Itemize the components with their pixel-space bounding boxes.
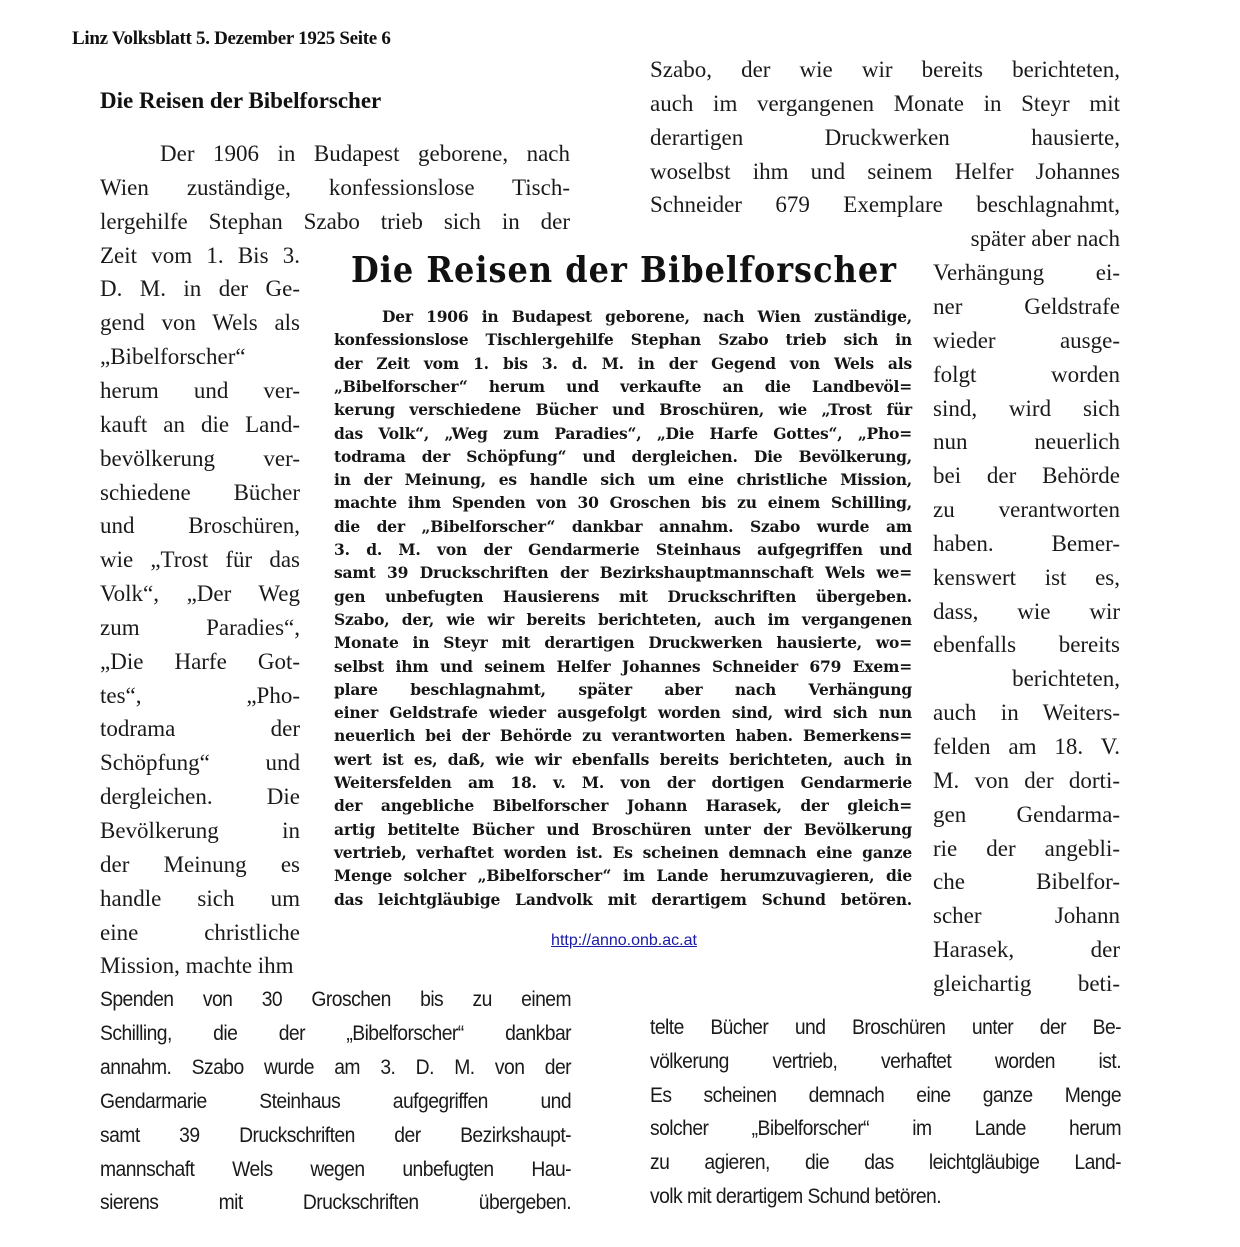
text-line: Schneider 679 Exemplare beschlagnahmt, (650, 192, 1120, 218)
text-line: Es scheinen demnach eine ganze Menge (650, 1083, 1122, 1107)
newspaper-scan-image (332, 243, 916, 933)
scan-line: das Volk“, „Weg zum Paradies“, „Die Harfe Gottes“, „Pho= (334, 423, 912, 443)
text-line: lergehilfe Stephan Szabo trieb sich in der (100, 208, 570, 234)
scan-line: einer Geldstrafe wieder ausgefolgt worden sind, wird sich nun (334, 703, 912, 723)
text-line: kauft an die Land- (100, 411, 300, 437)
scan-line: das leichtgläubige Landvolk mit derartigem Schund betören. (334, 889, 912, 909)
text-line: sind, wird sich (933, 395, 1120, 421)
text-line: annahm. Szabo wurde am 3. D. M. von der (100, 1055, 572, 1079)
text-line: Szabo, der wie wir bereits berichteten, (650, 57, 1120, 82)
source-link[interactable]: http://anno.onb.ac.at (551, 932, 697, 949)
text-line: auch in Weiters- (933, 700, 1120, 726)
text-line: ner Geldstrafe (933, 293, 1120, 319)
text-line: „Bibelforscher“ (100, 344, 246, 370)
text-line: Verhängung ei- (933, 260, 1120, 286)
text-line: gend von Wels als (100, 310, 300, 336)
article-title: Die Reisen der Bibelforscher (100, 88, 382, 113)
text-line: sierens mit Druckschriften übergeben. (100, 1191, 572, 1215)
text-line: woselbst ihm und seinem Helfer Johannes (650, 158, 1120, 184)
scan-title: Die Reisen der Bibelforscher (350, 249, 898, 291)
text-line: volk mit derartigem Schund betören. (650, 1185, 942, 1209)
scan-line: neuerlich bei der Behörde zu verantworten haben. Bemerkens= (334, 726, 912, 746)
scan-line: gen unbefugten Hausierens mit Druckschriften übergeben. (334, 586, 912, 606)
scan-line: 3. d. M. von der Gendarmerie Steinhaus aufgegriffen und (334, 540, 912, 559)
text-line: der Meinung es (100, 851, 300, 877)
text-line: Volk“, „Der Weg (100, 581, 300, 607)
scan-line: konfessionslose Tischlergehilfe Stephan Szabo trieb sich in (334, 330, 912, 350)
scan-line: Weitersfelden am 18. v. M. von der dortigen Gendarmerie (334, 773, 912, 792)
text-line: Gendarmarie Steinhaus aufgegriffen und (100, 1089, 572, 1113)
text-line: Wien zuständige, konfessionslose Tisch- (100, 174, 570, 200)
text-line: handle sich um (100, 885, 300, 911)
text-line: gen Gendarma- (933, 801, 1120, 827)
text-line: berichteten, (1012, 666, 1120, 692)
text-line: eine christliche (100, 919, 300, 945)
scan-line: artig betitelte Bücher und Broschüren unter der Bevölkerung (334, 819, 912, 839)
text-line: samt 39 Druckschriften der Bezirkshaupt- (100, 1123, 572, 1147)
text-line: haben. Bemer- (933, 530, 1120, 556)
text-line: kenswert ist es, (933, 564, 1120, 590)
text-line: folgt worden (933, 361, 1120, 387)
text-line: zu verantworten (933, 497, 1120, 523)
text-line: ebenfalls bereits (933, 632, 1120, 658)
scan-line: vertrieb, verhaftet worden ist. Es scheinen demnach eine ganze (334, 842, 912, 862)
scan-line: der Zeit vom 1. bis 3. d. M. in der Gegend von Wels als (334, 353, 912, 373)
text-line: später aber nach (970, 226, 1120, 252)
scan-line: die der „Bibelforscher“ dankbar annahm. Szabo wurde am (334, 516, 912, 536)
text-line: gleichartig beti- (933, 970, 1120, 996)
text-line: solcher „Bibelforscher“ im Lande herum (650, 1117, 1122, 1141)
scan-line: Szabo, der, wie wir bereits berichteten, auch im vergangenen (334, 609, 912, 629)
text-line: felden am 18. V. (933, 734, 1120, 759)
text-line: Schilling, die der „Bibelforscher“ dankbar (100, 1022, 572, 1046)
text-line: M. von der dorti- (933, 767, 1120, 793)
text-line: D. M. in der Ge- (100, 276, 300, 302)
scan-line: Der 1906 in Budapest geborene, nach Wien zuständige, (382, 307, 912, 326)
text-line: völkerung vertrieb, verhaftet worden ist. (650, 1049, 1122, 1073)
text-line: rie der angebli- (933, 835, 1120, 861)
scan-line: samt 39 Druckschriften der Bezirkshauptmannschaft Wels we= (334, 563, 912, 583)
scan-line: in der Meinung, es handle sich um eine christliche Mission, (334, 470, 912, 490)
text-line: zu agieren, die das leichtgläubige Land- (650, 1151, 1122, 1175)
scan-line: plare beschlagnahmt, später aber nach Verhängung (334, 679, 912, 699)
text-line: „Die Harfe Got- (100, 648, 300, 674)
scan-line: der angebliche Bibelforscher Johann Harasek, der gleich= (334, 796, 912, 816)
text-line: bei der Behörde (933, 463, 1120, 489)
scan-line: kerung verschiedene Bücher und Broschüren, wie „Trost für (334, 400, 912, 420)
text-line: bevölkerung ver- (100, 445, 300, 471)
text-line: Schöpfung“ und (100, 750, 300, 776)
text-line: scher Johann (933, 903, 1120, 929)
scan-line: machte ihm Spenden von 30 Groschen bis zu einem Schilling, (334, 493, 912, 513)
text-line: herum und ver- (100, 377, 300, 403)
text-line: Harasek, der (933, 937, 1120, 963)
text-line: schiedene Bücher (100, 479, 300, 505)
text-line: dass, wie wir (933, 598, 1120, 624)
page-header: Linz Volksblatt 5. Dezember 1925 Seite 6 (72, 28, 391, 49)
scan-line: Menge solcher „Bibelforscher“ im Lande herumzuvagieren, die (334, 866, 912, 886)
text-line: wieder ausge- (933, 327, 1120, 353)
text-line: Zeit vom 1. Bis 3. (100, 242, 300, 268)
text-line: dergleichen. Die (100, 784, 300, 810)
text-line: derartigen Druckwerken hausierte, (650, 124, 1120, 150)
text-line: Mission, machte ihm (100, 953, 294, 979)
text-line: nun neuerlich (933, 429, 1120, 455)
text-line: Spenden von 30 Groschen bis zu einem (100, 988, 572, 1012)
scan-line: todrama der Schöpfung“ und dergleichen. Die Bevölkerung, (334, 446, 912, 466)
text-line: Bevölkerung in (100, 818, 300, 843)
text-line: auch im vergangenen Monate in Steyr mit (650, 90, 1120, 116)
text-line: Der 1906 in Budapest geborene, nach (160, 141, 570, 166)
text-line: und Broschüren, (100, 513, 300, 539)
text-line: wie „Trost für das (100, 547, 300, 573)
scan-line: Monate in Steyr mit derartigen Druckwerken hausierte, wo= (334, 633, 912, 653)
text-line: zum Paradies“, (100, 614, 300, 640)
scan-line: „Bibelforscher“ herum und verkaufte an die Landbevöl= (334, 376, 912, 396)
text-line: telte Bücher und Broschüren unter der Be- (650, 1015, 1122, 1039)
text-line: che Bibelfor- (933, 869, 1120, 895)
text-line: mannschaft Wels wegen unbefugten Hau- (100, 1157, 572, 1181)
text-line: todrama der (100, 716, 300, 742)
scan-line: wert ist es, daß, wie wir ebenfalls bereits berichteten, auch in (334, 749, 912, 769)
scan-line: selbst ihm und seinem Helfer Johannes Schneider 679 Exem= (334, 656, 912, 676)
text-line: tes“, „Pho- (100, 682, 300, 708)
